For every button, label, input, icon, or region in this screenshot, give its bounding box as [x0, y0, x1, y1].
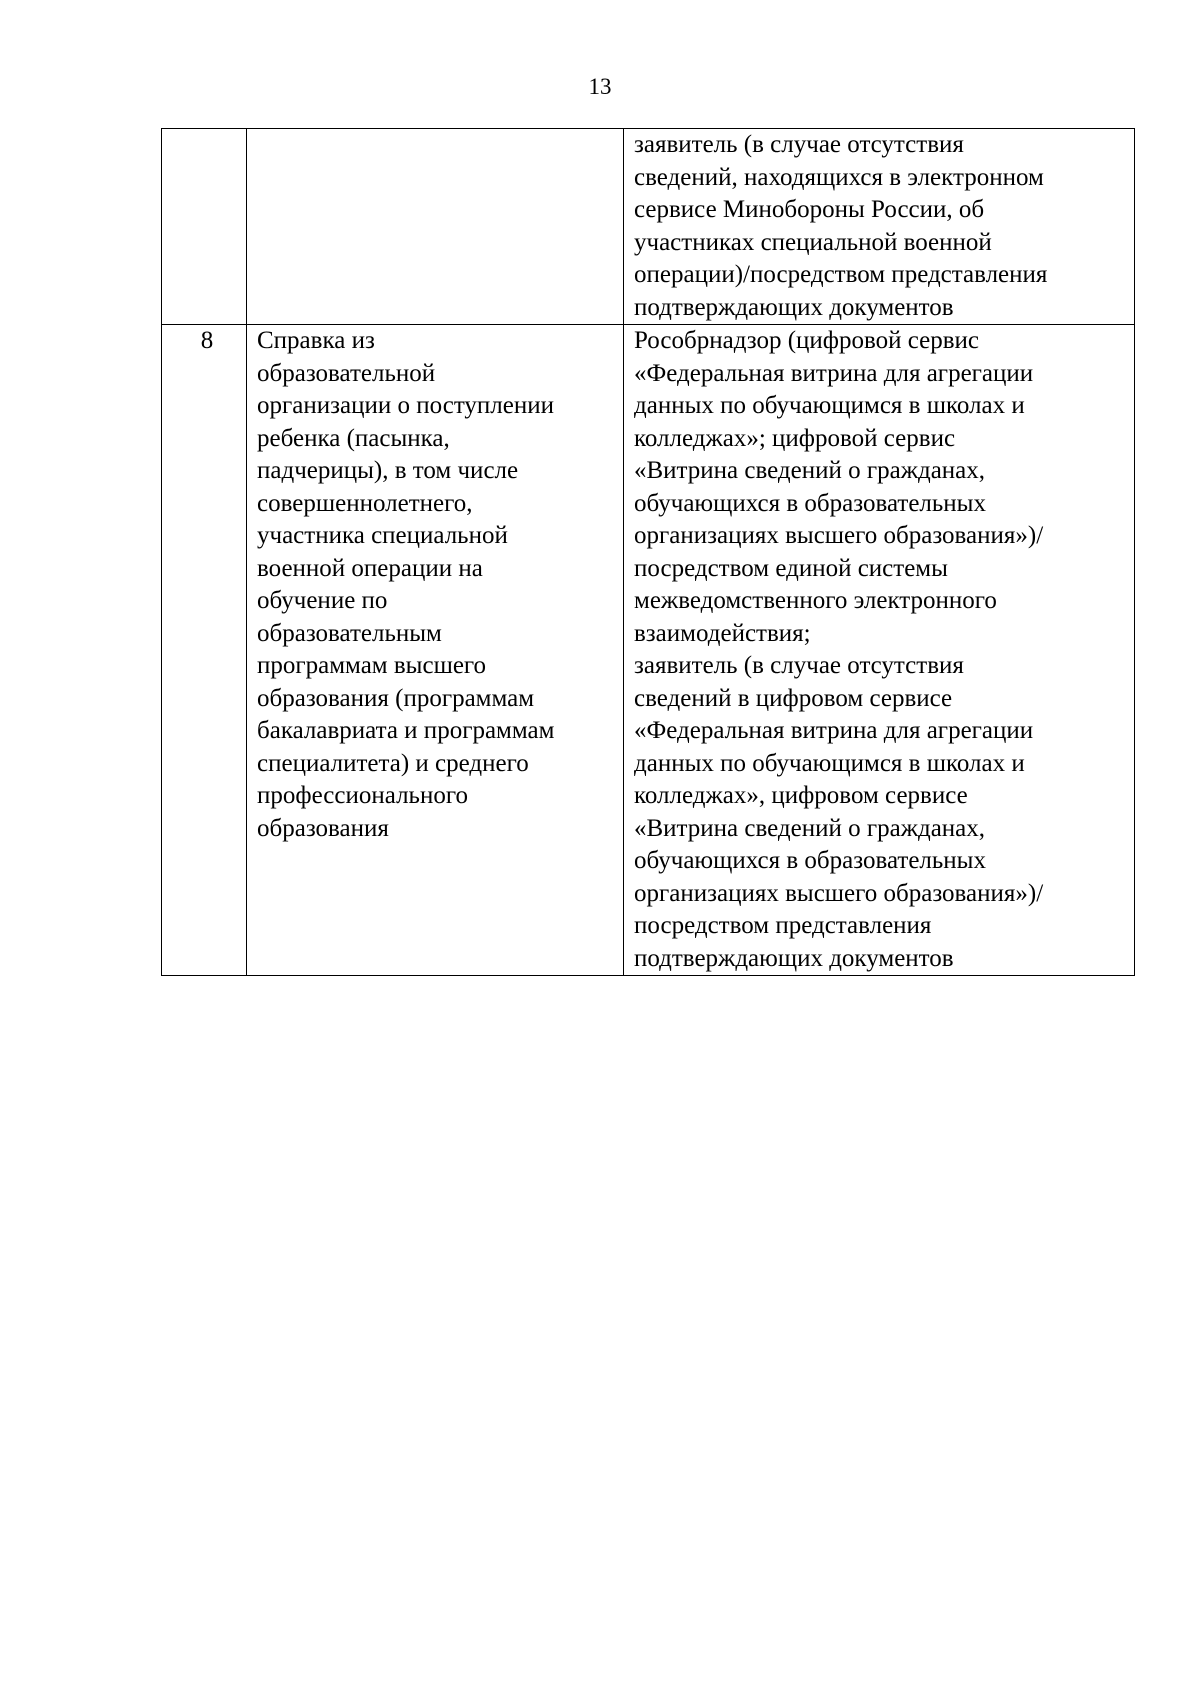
documents-table: [161, 128, 1135, 976]
row-number-cell: 8: [162, 325, 247, 976]
source-cell: Рособрнадзор (цифровой сервис «Федеральная витрина для агрегации данных по обучающимся в школах и колледжах»; цифровой сервис «Витрина сведений о гражданах, обучающихся в образовательных организациях высшего образования»)/ посредством единой системы межведомственного электронного взаимодействия; заявитель (в случае отсутствия сведений в цифровом сервисе «Федеральная витрина для агрегации данных по обучающимся в школах и колледжах», цифровом сервисе «Витрина сведений о гражданах, обучающихся в образовательных организациях высшего образования»)/ посредством представления подтверждающих документов: [624, 325, 1135, 976]
table-row: [162, 325, 1135, 976]
document-name-cell: Справка из образовательной организации о поступлении ребенка (пасынка, падчерицы), в том числе совершеннолетнего, участника специальной военной операции на обучение по образовательным программам высшего образования (программам бакалавриата и программам специалитета) и среднего профессионального образования: [247, 325, 624, 976]
table-body: [162, 129, 1135, 976]
table-row: [162, 129, 1135, 325]
document-name-cell: [247, 129, 624, 325]
page-number: 13: [588, 74, 612, 99]
source-cell: заявитель (в случае отсутствия сведений, находящихся в электронном сервисе Минобороны России, об участниках специальной военной операции)/посредством представления подтверждающих документов: [624, 129, 1135, 325]
row-number-cell: [162, 129, 247, 325]
